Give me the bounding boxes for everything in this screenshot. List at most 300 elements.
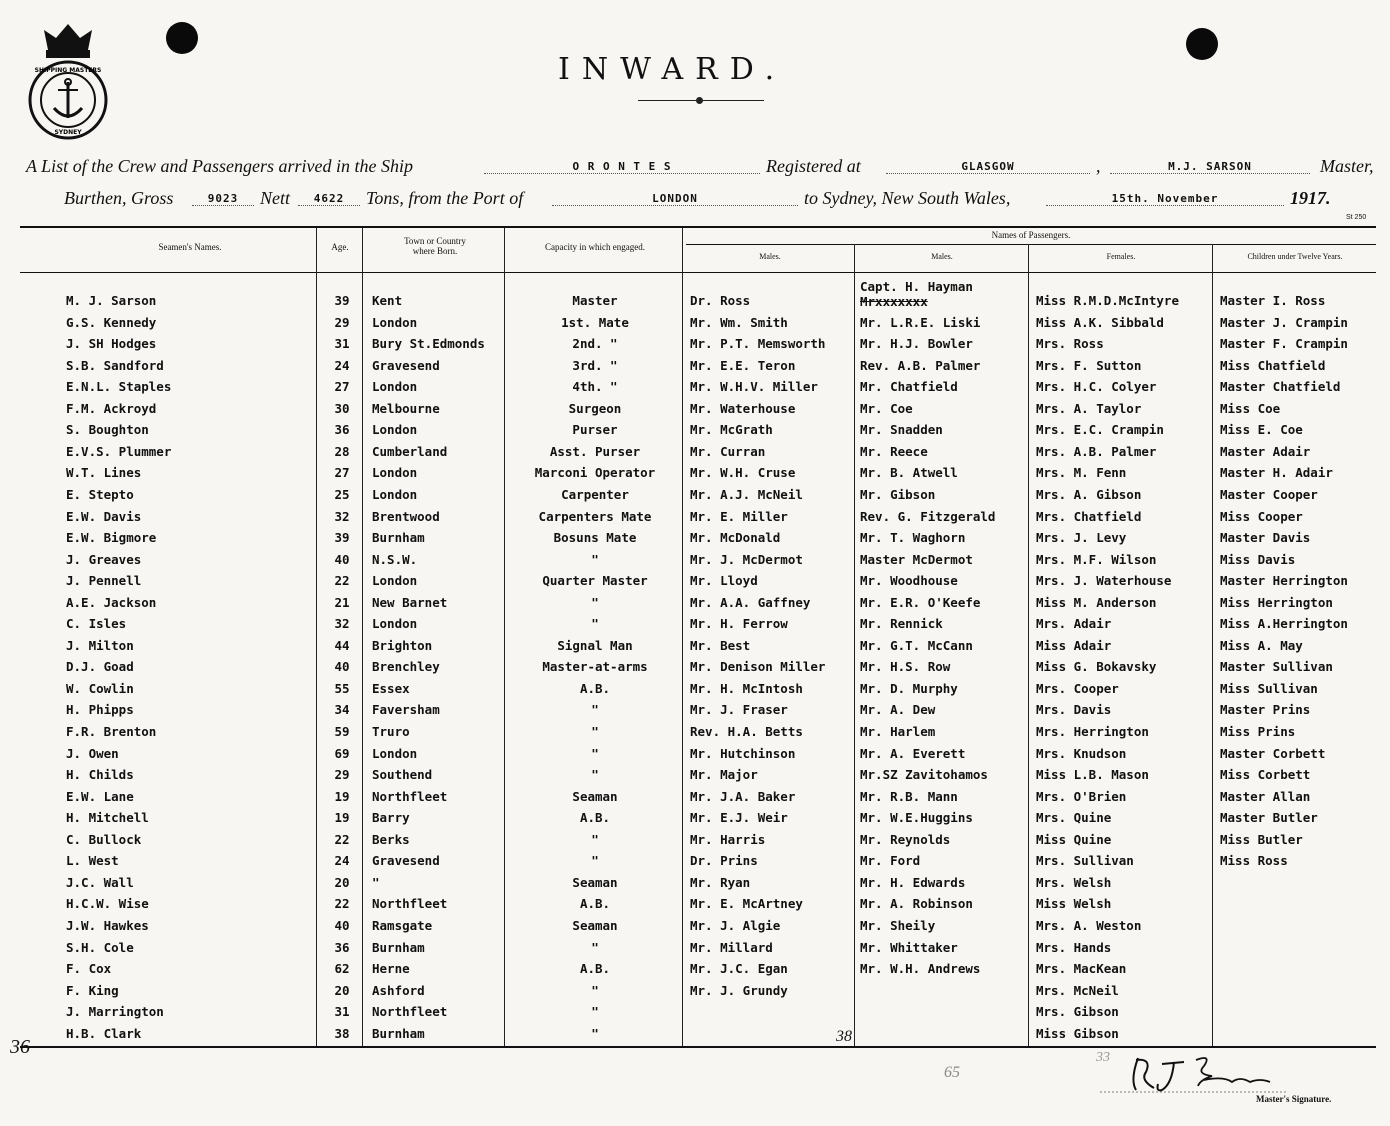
crew-name: H. Childs <box>66 767 134 783</box>
passenger-female: Miss A.K. Sibbald <box>1036 314 1164 330</box>
crew-name: H.C.W. Wise <box>66 896 149 912</box>
passenger-female: Mrs. F. Sutton <box>1036 357 1142 373</box>
crew-age: 27 <box>334 379 350 395</box>
ship-name-field: O R O N T E S <box>484 160 760 174</box>
crew-age: 62 <box>334 961 350 977</box>
crew-capacity: Signal Man <box>557 637 633 653</box>
passenger-female: Mrs. A. Weston <box>1036 917 1142 933</box>
crew-age: 34 <box>334 702 350 718</box>
crew-name: J. Milton <box>66 637 134 653</box>
punch-hole-right <box>1186 28 1218 60</box>
crew-age: 55 <box>334 680 350 696</box>
nett-label: Nett <box>260 188 290 208</box>
passenger-male: Mr. Best <box>690 637 751 653</box>
column-town: Town or Country where Born. <box>404 236 466 256</box>
passenger-male: Mr. Reece <box>860 443 928 459</box>
crew-age: 36 <box>334 422 350 438</box>
crew-age: 39 <box>334 293 350 308</box>
passenger-male: Mr. Harlem <box>860 724 936 739</box>
from-port-field: LONDON <box>552 192 798 206</box>
crew-name: H.B. Clark <box>66 1025 142 1041</box>
crew-name: J. SH Hodges <box>66 336 157 352</box>
crew-capacity: 3rd. " <box>572 357 618 373</box>
crew-name: A.E. Jackson <box>66 594 157 610</box>
crew-capacity: Surgeon <box>568 400 622 416</box>
passenger-female: Miss Quine <box>1036 831 1112 847</box>
crew-name: J. Marrington <box>66 1004 164 1020</box>
passenger-female: Mrs. A. Taylor <box>1036 400 1142 416</box>
passenger-child: Master Davis <box>1220 530 1311 546</box>
passenger-female: Mrs. H.C. Colyer <box>1036 379 1157 395</box>
crew-name: S. Boughton <box>66 422 149 438</box>
master-name-field: M.J. SARSON <box>1110 160 1310 174</box>
passenger-male: Mr. J. Grundy <box>690 982 788 998</box>
shipping-masters-seal-logo <box>26 20 110 142</box>
passenger-male: Mr. Chatfield <box>860 379 958 395</box>
passenger-female: Mrs. Knudson <box>1036 745 1127 761</box>
crew-age: 59 <box>334 724 350 739</box>
crew-town: Brentwood <box>372 508 440 524</box>
crew-capacity: Quarter Master <box>542 573 648 589</box>
crew-age: 29 <box>334 314 350 330</box>
passenger-male: Dr. Prins <box>690 853 758 869</box>
passenger-child: Miss Butler <box>1220 831 1303 847</box>
crew-capacity: Carpenter <box>561 486 629 502</box>
passenger-child: Miss Prins <box>1220 724 1296 739</box>
crew-name: J. Pennell <box>66 573 142 589</box>
crew-capacity: Marconi Operator <box>534 465 656 481</box>
passenger-male: Mr. McDonald <box>690 530 781 546</box>
passenger-male: Mr.SZ Zavitohamos <box>860 767 988 783</box>
passenger-male-captain: Capt. H. Hayman <box>860 279 973 294</box>
passenger-female: Miss L.B. Mason <box>1036 767 1149 783</box>
passenger-male: Rev. G. Fitzgerald <box>860 508 996 524</box>
passenger-female: Miss G. Bokavsky <box>1036 659 1157 675</box>
column-age: Age. <box>331 242 349 252</box>
crew-row <box>20 1023 1376 1044</box>
crew-age: 19 <box>334 810 350 826</box>
passenger-child: Miss E. Coe <box>1220 422 1303 438</box>
crew-count-annotation: 36 <box>10 1036 30 1058</box>
passenger-child: Master Corbett <box>1220 745 1326 761</box>
crew-name: D.J. Goad <box>66 659 134 675</box>
crew-capacity: " <box>591 1004 599 1020</box>
passenger-child: Master Adair <box>1220 443 1311 459</box>
crew-age: 39 <box>334 530 350 546</box>
passenger-male: Mr. Rennick <box>860 616 943 632</box>
passenger-male: Rev. H.A. Betts <box>690 724 803 739</box>
crew-capacity: A.B. <box>579 961 611 977</box>
crew-capacity: 2nd. " <box>572 336 618 352</box>
crew-age: 20 <box>334 982 350 998</box>
column-children: Children under Twelve Years. <box>1247 252 1343 261</box>
passenger-female: Mrs. J. Levy <box>1036 530 1127 546</box>
passenger-male: Mr. A. Robinson <box>860 896 973 912</box>
passenger-child: Master J. Crampin <box>1220 314 1348 330</box>
crew-age: 25 <box>334 486 350 502</box>
crew-age: 31 <box>334 1004 350 1020</box>
passenger-male: Mr. H. McIntosh <box>690 680 803 696</box>
crew-name: E.V.S. Plummer <box>66 443 172 459</box>
crew-town: Burnham <box>372 530 425 546</box>
crew-age: 44 <box>334 637 350 653</box>
crew-name: L. West <box>66 853 119 869</box>
passenger-child: Miss A. May <box>1220 637 1303 653</box>
header-comma: , <box>1096 156 1101 176</box>
crew-town: London <box>372 486 418 502</box>
passenger-female: Mrs. Herrington <box>1036 724 1149 739</box>
crew-capacity: " <box>591 982 599 998</box>
crew-age: 40 <box>334 917 350 933</box>
passenger-male: Mr. Millard <box>690 939 773 955</box>
crew-town: Herne <box>372 961 410 977</box>
arrival-year: 1917. <box>1290 188 1331 208</box>
passenger-female: Miss Gibson <box>1036 1025 1119 1041</box>
form-code: St 250 <box>1346 214 1367 221</box>
crew-town: Gravesend <box>372 357 440 373</box>
crew-name: H. Mitchell <box>66 810 149 826</box>
crew-capacity: 4th. " <box>572 379 618 395</box>
crew-name: E.W. Bigmore <box>66 530 157 546</box>
crew-capacity: " <box>591 1025 599 1041</box>
crew-town: Brenchley <box>372 659 440 675</box>
crew-capacity: 1st. Mate <box>561 314 629 330</box>
male-count-annotation: 38 <box>836 1028 852 1045</box>
passenger-female: Miss Adair <box>1036 637 1112 653</box>
page-title: INWARD. <box>558 52 787 87</box>
crew-name: F. Cox <box>66 961 112 977</box>
passenger-male: Mr. Reynolds <box>860 831 951 847</box>
crew-capacity: Seaman <box>572 788 618 804</box>
crew-age: 22 <box>334 831 350 847</box>
crew-town: Truro <box>372 724 410 739</box>
crew-capacity: Bosuns Mate <box>553 530 637 546</box>
passenger-child: Master Chatfield <box>1220 379 1341 395</box>
crew-name: J. Owen <box>66 745 119 761</box>
passenger-male: Mr. E. Miller <box>690 508 788 524</box>
crew-town: Southend <box>372 767 433 783</box>
tons-from-port-label: Tons, from the Port of <box>366 188 524 208</box>
passenger-male: Mr. R.B. Mann <box>860 788 958 804</box>
crew-row <box>20 1001 1376 1022</box>
masters-signature-label: Master's Signature. <box>1256 1094 1332 1104</box>
passenger-child: Miss Cooper <box>1220 508 1303 524</box>
crew-age: 40 <box>334 659 350 675</box>
passenger-female: Mrs. Davis <box>1036 702 1112 718</box>
title-ornament-rule <box>638 100 764 101</box>
column-males-2: Males. <box>931 252 953 261</box>
list-intro-label: A List of the Crew and Passengers arrived in the Ship <box>26 156 413 176</box>
crew-name: E.W. Lane <box>66 788 134 804</box>
pencil-count-annotation: 65 <box>944 1064 960 1081</box>
passenger-child: Master Prins <box>1220 702 1311 718</box>
passenger-female: Mrs. A. Gibson <box>1036 486 1142 502</box>
crew-name: C. Isles <box>66 616 127 632</box>
passenger-male: Mr. Snadden <box>860 422 943 438</box>
passenger-male: Mr. Waterhouse <box>690 400 796 416</box>
passenger-child: Miss Herrington <box>1220 594 1333 610</box>
column-males-1: Males. <box>759 252 781 261</box>
passenger-male: Mr. E.E. Teron <box>690 357 796 373</box>
passenger-female: Mrs. McNeil <box>1036 982 1119 998</box>
passenger-male: Mr. A.A. Gaffney <box>690 594 811 610</box>
crew-capacity: " <box>591 594 599 610</box>
crew-age: 32 <box>334 616 350 632</box>
crew-town: London <box>372 422 418 438</box>
passenger-male-struck-entry: Mrxxxxxxx <box>860 294 928 309</box>
crew-capacity: " <box>591 853 599 869</box>
passenger-child: Miss Ross <box>1220 853 1288 869</box>
passenger-male: Mr. L.R.E. Liski <box>860 314 981 330</box>
crew-town: Burnham <box>372 1025 425 1041</box>
crew-capacity: " <box>591 745 599 761</box>
crew-town: New Barnet <box>372 594 448 610</box>
passenger-child: Miss Corbett <box>1220 767 1311 783</box>
passenger-female: Mrs. Cooper <box>1036 680 1119 696</box>
svg-text:SYDNEY: SYDNEY <box>54 129 82 136</box>
crew-name: W. Cowlin <box>66 680 134 696</box>
passenger-child: Master F. Crampin <box>1220 336 1348 352</box>
passenger-male: Mr. Hutchinson <box>690 745 796 761</box>
passenger-child: Miss Chatfield <box>1220 357 1326 373</box>
passenger-female: Mrs. O'Brien <box>1036 788 1127 804</box>
crew-town: London <box>372 379 418 395</box>
crew-town: Northfleet <box>372 788 448 804</box>
crew-age: 38 <box>334 1025 350 1041</box>
passenger-male: Mr. W.E.Huggins <box>860 810 973 826</box>
crew-name: F.M. Ackroyd <box>66 400 157 416</box>
passenger-child: Miss Davis <box>1220 551 1296 567</box>
passenger-male: Mr. H. Edwards <box>860 874 966 890</box>
crew-capacity: A.B. <box>579 810 611 826</box>
crew-town: London <box>372 616 418 632</box>
passenger-male: Mr. Whittaker <box>860 939 958 955</box>
burthen-gross-label: Burthen, Gross <box>64 188 174 208</box>
passenger-male: Mr. J.C. Egan <box>690 961 788 977</box>
passenger-male: Rev. A.B. Palmer <box>860 357 981 373</box>
crew-capacity: Carpenters Mate <box>538 508 652 524</box>
passenger-child: Master Cooper <box>1220 486 1318 502</box>
crew-age: 24 <box>334 853 350 869</box>
crew-capacity: Seaman <box>572 874 618 890</box>
crew-age: 29 <box>334 767 350 783</box>
crew-age: 21 <box>334 594 350 610</box>
passenger-male: Mr. Ryan <box>690 874 751 890</box>
passenger-male: Mr. T. Waghorn <box>860 530 966 546</box>
crew-age: 32 <box>334 508 350 524</box>
passenger-male: Mr. P.T. Memsworth <box>690 336 826 352</box>
passenger-female: Mrs. Sullivan <box>1036 853 1134 869</box>
passenger-child: Miss A.Herrington <box>1220 616 1348 632</box>
crew-town: Cumberland <box>372 443 448 459</box>
crew-capacity: Purser <box>572 422 618 438</box>
crew-capacity: " <box>591 551 599 567</box>
crew-capacity: Asst. Purser <box>549 443 641 459</box>
passenger-male: Mr. H.S. Row <box>860 659 951 675</box>
crew-capacity: A.B. <box>579 896 611 912</box>
passenger-child: Master Sullivan <box>1220 659 1333 675</box>
crew-age: 19 <box>334 788 350 804</box>
crew-age: 27 <box>334 465 350 481</box>
other-count-annotation: 33 <box>1096 1050 1110 1065</box>
crew-capacity: Master <box>572 293 618 308</box>
passenger-male: Mr. Wm. Smith <box>690 314 788 330</box>
crew-age: 40 <box>334 551 350 567</box>
passenger-female: Mrs. Adair <box>1036 616 1112 632</box>
passenger-male: Mr. Harris <box>690 831 766 847</box>
crew-age: 20 <box>334 874 350 890</box>
nett-tons-field: 4622 <box>298 192 360 206</box>
passenger-male: Mr. E. McArtney <box>690 896 803 912</box>
crew-town: " <box>372 874 380 890</box>
column-females: Females. <box>1106 252 1136 261</box>
column-capacity: Capacity in which engaged. <box>545 242 645 252</box>
passenger-male: Mr. Gibson <box>860 486 936 502</box>
passenger-child: Miss Coe <box>1220 400 1281 416</box>
crew-age: 24 <box>334 357 350 373</box>
passenger-male: Mr. B. Atwell <box>860 465 958 481</box>
crew-capacity: Master-at-arms <box>542 659 648 675</box>
passenger-female: Miss Welsh <box>1036 896 1112 912</box>
passenger-child: Master I. Ross <box>1220 293 1326 308</box>
crew-capacity: " <box>591 831 599 847</box>
column-names-of-passengers: Names of Passengers. <box>991 230 1071 240</box>
crew-town: Berks <box>372 831 410 847</box>
registered-at-label: Registered at <box>766 156 861 176</box>
passenger-child: Master Herrington <box>1220 573 1348 589</box>
crew-name: G.S. Kennedy <box>66 314 157 330</box>
crew-town: Faversham <box>372 702 440 718</box>
crew-town: Melbourne <box>372 400 440 416</box>
passenger-male: Mr. H. Ferrow <box>690 616 788 632</box>
passenger-male: Master McDermot <box>860 551 973 567</box>
crew-age: 22 <box>334 896 350 912</box>
gross-tons-field: 9023 <box>192 192 254 206</box>
passenger-male: Mr. W.H. Cruse <box>690 465 796 481</box>
crew-capacity: Seaman <box>572 917 618 933</box>
passenger-female: Mrs. Chatfield <box>1036 508 1142 524</box>
crew-age: 31 <box>334 336 350 352</box>
passenger-child: Master H. Adair <box>1220 465 1333 481</box>
crew-town: London <box>372 465 418 481</box>
master-label: Master, <box>1320 156 1374 176</box>
crew-age: 36 <box>334 939 350 955</box>
crew-capacity: " <box>591 767 599 783</box>
passenger-female: Mrs. E.C. Crampin <box>1036 422 1164 438</box>
passenger-female: Miss M. Anderson <box>1036 594 1157 610</box>
crew-capacity: " <box>591 616 599 632</box>
passenger-male: Mr. A. Dew <box>860 702 936 718</box>
passenger-female: Mrs. Gibson <box>1036 1004 1119 1020</box>
crew-age: 28 <box>334 443 350 459</box>
passenger-female: Mrs. M.F. Wilson <box>1036 551 1157 567</box>
crew-town: Essex <box>372 680 410 696</box>
passenger-male: Mr. A. Everett <box>860 745 966 761</box>
crew-town: Burnham <box>372 939 425 955</box>
passenger-male: Mr. Woodhouse <box>860 573 958 589</box>
passenger-male: Mr. A.J. McNeil <box>690 486 803 502</box>
passenger-male: Mr. G.T. McCann <box>860 637 973 653</box>
crew-capacity: " <box>591 702 599 718</box>
passenger-child: Master Butler <box>1220 810 1318 826</box>
crew-town: Bury St.Edmonds <box>372 336 485 352</box>
crew-town: Brighton <box>372 637 433 653</box>
to-sydney-label: to Sydney, New South Wales, <box>804 188 1011 208</box>
crew-passenger-table <box>20 224 1376 1050</box>
passenger-male: Mr. Coe <box>860 400 913 416</box>
crew-name: S.H. Cole <box>66 939 134 955</box>
passenger-male: Mr. Denison Miller <box>690 659 826 675</box>
passenger-male: Mr. E.J. Weir <box>690 810 788 826</box>
crew-town: Northfleet <box>372 896 448 912</box>
crew-town: London <box>372 745 418 761</box>
crew-name: F. King <box>66 982 119 998</box>
crew-name: C. Bullock <box>66 831 142 847</box>
punch-hole-left <box>166 22 198 54</box>
passenger-male: Mr. E.R. O'Keefe <box>860 594 981 610</box>
crew-name: S.B. Sandford <box>66 357 164 373</box>
crew-name: J.W. Hawkes <box>66 917 149 933</box>
crew-name: J.C. Wall <box>66 874 134 890</box>
crew-town: Ramsgate <box>372 917 433 933</box>
crew-name: E.N.L. Staples <box>66 379 172 395</box>
crew-age: 69 <box>334 745 350 761</box>
passenger-male: Mr. McGrath <box>690 422 773 438</box>
crew-town: N.S.W. <box>372 551 418 567</box>
passenger-male: Mr. W.H.V. Miller <box>690 379 818 395</box>
crew-age: 30 <box>334 400 350 416</box>
arrival-date-field: 15th. November <box>1046 192 1284 206</box>
passenger-male: Mr. D. Murphy <box>860 680 958 696</box>
master-handwritten-signature <box>1100 1050 1290 1098</box>
passenger-female: Mrs. M. Fenn <box>1036 465 1127 481</box>
passenger-male: Mr. J. Fraser <box>690 702 788 718</box>
passenger-male: Mr. Major <box>690 767 758 783</box>
passenger-male: Mr. J. McDermot <box>690 551 803 567</box>
crew-town: Kent <box>372 293 403 308</box>
crew-name: E. Stepto <box>66 486 134 502</box>
passenger-male: Mr. J. Algie <box>690 917 781 933</box>
crew-name: H. Phipps <box>66 702 134 718</box>
crew-town: London <box>372 573 418 589</box>
passenger-female: Mrs. Hands <box>1036 939 1112 955</box>
passenger-male: Mr. J.A. Baker <box>690 788 796 804</box>
passenger-female: Mrs. MacKean <box>1036 961 1127 977</box>
column-seamens-names: Seamen's Names. <box>158 242 222 252</box>
crew-town: Ashford <box>372 982 425 998</box>
crew-town: Barry <box>372 810 410 826</box>
passenger-child: Miss Sullivan <box>1220 680 1318 696</box>
registered-port-field: GLASGOW <box>886 160 1090 174</box>
passenger-male: Mr. Sheily <box>860 917 936 933</box>
crew-capacity: " <box>591 939 599 955</box>
crew-name: J. Greaves <box>66 551 142 567</box>
passenger-female: Mrs. Ross <box>1036 336 1104 352</box>
crew-name: F.R. Brenton <box>66 724 157 739</box>
passenger-female: Miss R.M.D.McIntyre <box>1036 293 1179 308</box>
passenger-male: Mr. W.H. Andrews <box>860 961 981 977</box>
crew-name: W.T. Lines <box>66 465 142 481</box>
passenger-female: Mrs. J. Waterhouse <box>1036 573 1172 589</box>
passenger-female: Mrs. A.B. Palmer <box>1036 443 1157 459</box>
passenger-child: Master Allan <box>1220 788 1311 804</box>
passenger-female: Mrs. Quine <box>1036 810 1112 826</box>
crew-town: Northfleet <box>372 1004 448 1020</box>
crew-name: M. J. Sarson <box>66 293 157 308</box>
crew-town: Gravesend <box>372 853 440 869</box>
svg-text:SHIPPING MASTERS: SHIPPING MASTERS <box>34 67 102 74</box>
passenger-male: Mr. H.J. Bowler <box>860 336 973 352</box>
